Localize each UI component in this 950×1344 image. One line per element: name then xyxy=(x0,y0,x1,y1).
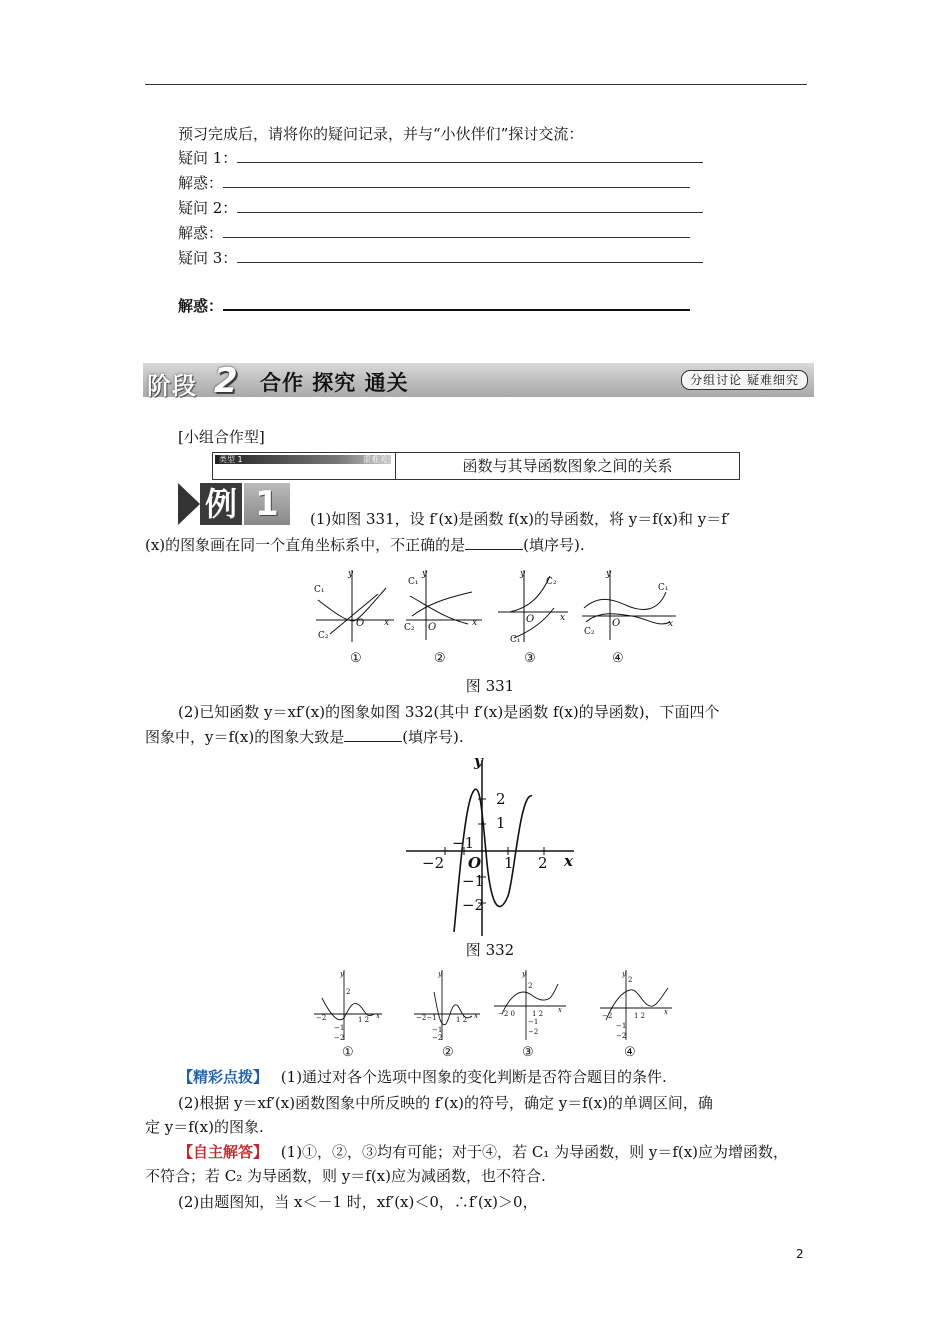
svg-text:x: x xyxy=(664,1008,668,1016)
option-label-1: ① xyxy=(342,1045,354,1060)
question-blank-1[interactable] xyxy=(237,148,703,163)
svg-text:C₂: C₂ xyxy=(404,623,415,633)
stage-tag: 分组讨论 疑难细究 xyxy=(681,370,808,390)
problem1-line-a: (1)如图 331，设 f′(x)是函数 f(x)的导函数，将 y＝f(x)和 y＝f′ xyxy=(310,510,731,528)
hint-line-2: (2)根据 y＝xf′(x)函数图象中所反映的 f′(x)的符号，确定 y＝f(x)的单调区间，确 xyxy=(178,1094,713,1112)
problem2-suffix: (填序号). xyxy=(402,728,464,746)
svg-text:−1: −1 xyxy=(334,1024,345,1032)
figure-332-caption: 图 332 xyxy=(465,941,515,959)
svg-text:y: y xyxy=(422,569,428,579)
fig332-x-label: x xyxy=(564,852,573,870)
play-arrow-icon xyxy=(178,483,200,525)
stage-banner xyxy=(143,361,814,401)
svg-text:y: y xyxy=(520,569,526,579)
svg-text:O: O xyxy=(612,618,621,629)
fig332-tick-x-1: 1 xyxy=(504,854,514,872)
page-number: 2 xyxy=(796,1247,804,1261)
fig332-tick-x-2: 2 xyxy=(538,854,548,872)
hint-line-1 xyxy=(178,1067,667,1087)
option-graph-4 xyxy=(600,970,672,1060)
answer-label-1: 解惑： xyxy=(178,174,224,192)
fig332-tick-y-2: 2 xyxy=(496,790,506,808)
svg-text:O: O xyxy=(356,618,365,629)
stage-title: 合作 探究 通关 xyxy=(260,371,409,395)
stage-label: 阶段 xyxy=(147,372,197,400)
fig331-label-3: ③ xyxy=(524,651,536,666)
svg-text:2: 2 xyxy=(528,982,533,990)
solution-text-1: (1)①，②，③均有可能；对于④，若 C₁ 为导函数，则 y＝f(x)应为增函数， xyxy=(280,1143,789,1161)
svg-text:y: y xyxy=(438,970,442,978)
svg-text:−2: −2 xyxy=(602,1012,613,1020)
answer-blank-p2[interactable] xyxy=(344,727,402,742)
fig331-label-1: ① xyxy=(350,651,362,666)
svg-text:2: 2 xyxy=(628,976,633,984)
preview-intro: 预习完成后，请将你的疑问记录，并与“小伙伴们”探讨交流： xyxy=(178,125,584,143)
svg-text:x: x xyxy=(376,1012,380,1020)
svg-text:C₂: C₂ xyxy=(584,627,595,637)
solution-line-2: 不符合；若 C₂ 为导函数，则 y＝f(x)应为减函数，也不符合. xyxy=(145,1167,546,1185)
type-tag: 重难关 xyxy=(363,455,387,464)
figure-332 xyxy=(404,752,580,938)
option-label-2: ② xyxy=(442,1045,454,1060)
fig331-graph-2 xyxy=(404,569,482,666)
example-word: 例 xyxy=(200,483,242,525)
svg-text:1 2: 1 2 xyxy=(358,1016,370,1024)
svg-text:−2: −2 xyxy=(616,1032,627,1040)
svg-text:2: 2 xyxy=(346,988,351,996)
problem1-text: (x)的图象画在同一个直角坐标系中，不正确的是 xyxy=(145,536,466,554)
fig331-label-4: ④ xyxy=(612,651,624,666)
option-graph-2 xyxy=(414,970,480,1060)
svg-text:C₁: C₁ xyxy=(658,583,669,593)
fig332-tick-x-neg2: −2 xyxy=(422,854,445,872)
header-rule xyxy=(145,84,807,85)
type-label: 类型 1 xyxy=(219,455,243,464)
problem1-line-b xyxy=(145,535,585,555)
answer-blank-3[interactable] xyxy=(223,295,690,311)
question-blank-2[interactable] xyxy=(237,198,703,213)
options-figure xyxy=(312,966,682,1062)
type-box-left xyxy=(213,453,396,479)
question-line-1 xyxy=(178,148,703,168)
svg-text:y: y xyxy=(522,970,526,978)
example-badge xyxy=(178,483,290,525)
fig331-graph-1 xyxy=(314,569,394,666)
fig331-label-2: ② xyxy=(434,651,446,666)
fig332-tick-x-neg1: −1 xyxy=(452,834,475,852)
fig331-graph-3 xyxy=(498,569,568,666)
svg-text:−2: −2 xyxy=(316,1014,327,1022)
svg-text:−2: −2 xyxy=(528,1028,539,1036)
solution-label: 【自主解答】 xyxy=(178,1143,269,1161)
problem2-text: 图象中，y＝f(x)的图象大致是 xyxy=(145,728,345,746)
svg-text:−1: −1 xyxy=(528,1018,539,1026)
svg-text:x: x xyxy=(560,613,566,623)
problem2-line-b xyxy=(145,727,464,747)
svg-text:O: O xyxy=(526,614,535,625)
option-graph-3 xyxy=(494,970,566,1060)
svg-text:1 2: 1 2 xyxy=(532,1010,544,1018)
figure-331 xyxy=(312,562,682,670)
option-label-4: ④ xyxy=(624,1045,636,1060)
option-label-3: ③ xyxy=(522,1045,534,1060)
example-number: 1 xyxy=(244,483,290,525)
fig331-graph-4 xyxy=(582,569,676,666)
svg-text:C₁: C₁ xyxy=(314,585,325,595)
answer-line-1 xyxy=(178,173,690,193)
svg-text:−1: −1 xyxy=(432,1026,443,1034)
svg-text:O: O xyxy=(428,622,437,633)
svg-text:x: x xyxy=(384,618,390,628)
answer-line-3 xyxy=(178,295,690,316)
answer-label-3: 解惑： xyxy=(178,297,224,315)
answer-blank-p1[interactable] xyxy=(465,535,523,550)
type-title: 函数与其导函数图象之间的关系 xyxy=(462,457,673,475)
question-label-1: 疑问 1： xyxy=(178,149,238,167)
stage-number: 2 xyxy=(214,361,238,401)
svg-text:y: y xyxy=(606,569,612,579)
svg-text:−2 0: −2 0 xyxy=(498,1010,515,1018)
question-line-3 xyxy=(178,248,703,268)
answer-line-2 xyxy=(178,223,690,243)
solution-line-1 xyxy=(178,1142,788,1162)
problem1-suffix: (填序号). xyxy=(523,536,585,554)
group-label: [小组合作型] xyxy=(178,428,265,446)
solution-line-3: (2)由题图知，当 x＜－1 时，xf′(x)＜0，∴f′(x)＞0， xyxy=(178,1193,538,1211)
hint-label: 【精彩点拨】 xyxy=(178,1068,269,1086)
hint-line-3: 定 y＝f(x)的图象. xyxy=(145,1118,264,1136)
fig332-origin: O xyxy=(468,854,482,872)
fig332-tick-y-neg2: −2 xyxy=(462,896,485,914)
fig332-y-label: y xyxy=(474,752,483,770)
question-label-3: 疑问 3： xyxy=(178,249,238,267)
answer-blank-2[interactable] xyxy=(223,223,690,238)
svg-text:y: y xyxy=(622,970,626,978)
type-box xyxy=(212,452,740,480)
svg-text:x: x xyxy=(668,619,674,629)
question-line-2 xyxy=(178,198,703,218)
question-blank-3[interactable] xyxy=(237,248,703,263)
svg-text:x: x xyxy=(472,618,478,628)
answer-label-2: 解惑： xyxy=(178,224,224,242)
svg-text:C₁: C₁ xyxy=(408,577,419,587)
svg-text:y: y xyxy=(348,569,354,579)
svg-text:x: x xyxy=(558,1006,562,1014)
fig332-tick-y-neg1: −1 xyxy=(462,872,485,890)
svg-text:1 2: 1 2 xyxy=(456,1016,468,1024)
svg-text:−1: −1 xyxy=(616,1022,627,1030)
svg-text:C₂: C₂ xyxy=(546,577,557,587)
svg-text:C₂: C₂ xyxy=(318,631,329,641)
svg-text:1 2: 1 2 xyxy=(634,1012,646,1020)
svg-text:−2: −2 xyxy=(334,1034,345,1042)
question-label-2: 疑问 2： xyxy=(178,199,238,217)
svg-text:−2−1: −2−1 xyxy=(416,1014,437,1022)
hint-text-1: (1)通过对各个选项中图象的变化判断是否符合题目的条件. xyxy=(280,1068,667,1086)
problem2-line-a: (2)已知函数 y＝xf′(x)的图象如图 332(其中 f′(x)是函数 f(x)的导函数)，下面四个 xyxy=(178,703,720,721)
svg-text:x: x xyxy=(474,1012,478,1020)
svg-text:−2: −2 xyxy=(432,1034,443,1042)
figure-331-caption: 图 331 xyxy=(465,677,515,695)
option-graph-1 xyxy=(314,970,382,1060)
fig332-tick-y-1: 1 xyxy=(496,814,506,832)
svg-text:C₁: C₁ xyxy=(510,635,521,645)
svg-text:y: y xyxy=(340,970,344,978)
answer-blank-1[interactable] xyxy=(223,173,690,188)
